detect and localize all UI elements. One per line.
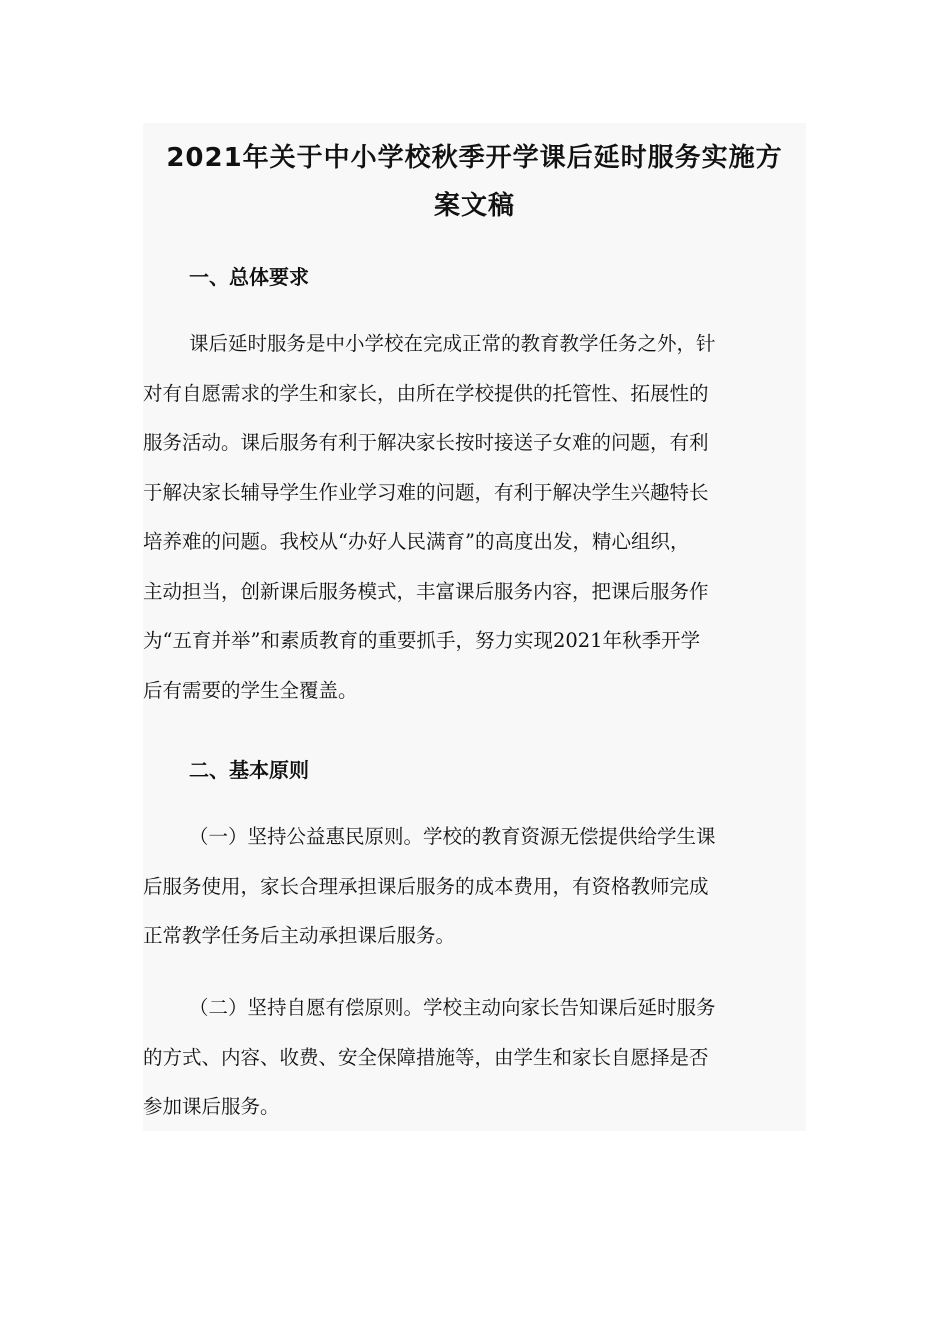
paragraph-line: 对有自愿需求的学生和家长，由所在学校提供的托管性、拓展性的 [143,382,709,405]
paragraph-line: 主动担当，创新课后服务模式，丰富课后服务内容，把课后服务作 [143,580,709,603]
paragraph-line: （二）坚持自愿有偿原则。学校主动向家长告知课后延时服务 [189,996,716,1019]
document-title-line-2: 案文稿 [433,191,515,221]
section-heading-general-requirements: 一、总体要求 [189,265,309,289]
paragraph-line: 培养难的问题。我校从“办好人民满育”的高度出发，精心组织， [143,530,690,553]
paragraph-line: 为“五育并举”和素质教育的重要抓手，努力实现2021年秋季开学 [143,629,701,652]
section-heading-basic-principles: 二、基本原则 [189,758,309,782]
paragraph-line: 参加课后服务。 [143,1095,280,1118]
paragraph-line: 课后延时服务是中小学校在完成正常的教育教学任务之外，针 [189,332,716,355]
paragraph-line: 后有需要的学生全覆盖。 [143,679,358,702]
paragraph-line: 于解决家长辅导学生作业学习难的问题，有利于解决学生兴趣特长 [143,481,709,504]
paragraph-line: 服务活动。课后服务有利于解决家长按时接送子女难的问题，有利 [143,431,709,454]
document-title-line-1: 2021年关于中小学校秋季开学课后延时服务实施方 [166,143,783,173]
paragraph-line: 的方式、内容、收费、安全保障措施等，由学生和家长自愿择是否 [143,1046,709,1069]
paragraph-line: 后服务使用，家长合理承担课后服务的成本费用，有资格教师完成 [143,875,709,898]
paragraph-line: 正常教学任务后主动承担课后服务。 [143,924,456,947]
document-page [143,123,806,1131]
paragraph-line: （一）坚持公益惠民原则。学校的教育资源无偿提供给学生课 [189,825,716,848]
